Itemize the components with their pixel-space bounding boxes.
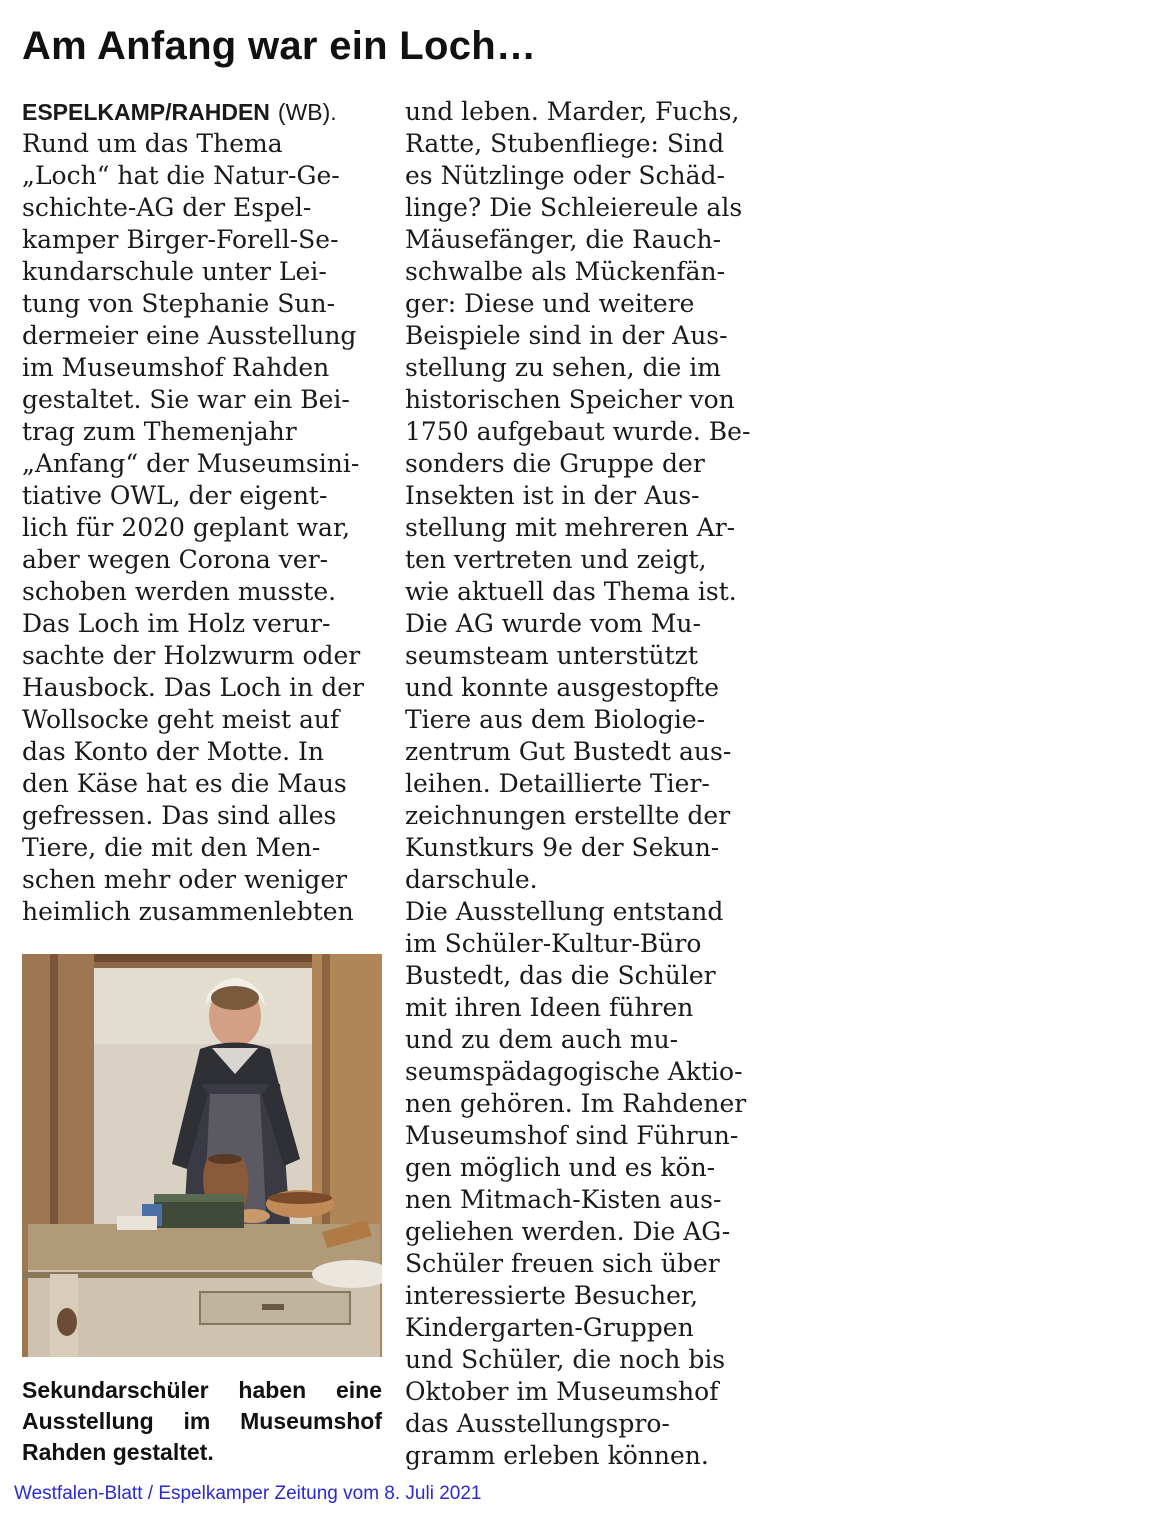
article-paragraph-5: Die Ausstellung entstand im Schüler-Kultur-Büro Bustedt, das die Schüler mit ihren Ideen führen und zu dem auch mu- seumspädagogische Aktio- nen gehören. Im Rahdener Museumshof sind Führun- gen möglich und es kön- nen Mitmach-Kisten aus- geliehen werden. Die AG- Schüler freuen sich über interessierte Besucher, Kindergarten-Gruppen und Schüler, die noch bis Oktober im Museumshof das Ausstellungspro- gramm erleben können. xyxy=(405,897,747,1470)
article-agency: (WB). xyxy=(277,99,337,125)
article-paragraph-3: und leben. Marder, Fuchs, Ratte, Stubenfliege: Sind es Nützlinge oder Schäd- linge? Die Schleiereule als Mäusefänger, die Rauch- schwalbe als Mückenfän- ger: Diese und weitere Beispiele sind in der Aus- stellung zu sehen, die im historischen Speicher von 1750 aufgebaut wurde. Be- sonders die Gruppe der Insekten ist in der Aus- stellung mit mehreren Ar- ten vertreten und zeigt, wie aktuell das Thema ist. xyxy=(405,97,751,606)
article-paragraph-4: Die AG wurde vom Mu- seumsteam unterstützt und konnte ausgestopfte Tiere aus dem Biologie- zentrum Gut Bustedt aus- leihen. Detaillierte Tier- zeichnungen erstellte der Kunstkurs 9e der Sekun- darschule. xyxy=(405,609,732,894)
article-paragraph-2: Das Loch im Holz verur- sachte der Holzwurm oder Hausbock. Das Loch in der Wollsocke geht meist auf das Konto der Motte. In den Käse hat es die Maus gefressen. Das sind alles Tiere, die mit den Men- schen mehr oder weniger heimlich zusammenlebten xyxy=(22,609,364,926)
source-line: Westfalen-Blatt / Espelkamper Zeitung vom 8. Juli 2021 xyxy=(14,1483,482,1504)
article-column-2 xyxy=(405,96,765,1472)
photo-caption: Sekundarschüler haben eine Ausstellung im Museumshof Rahden gestaltet. xyxy=(22,1377,382,1465)
article-photo xyxy=(22,954,382,1357)
article-column-1 xyxy=(22,96,387,928)
article-paragraph-1-text: Rund um das Thema „Loch“ hat die Natur-Ge- schichte-AG der Espel- kamper Birger-Forell-Se- kundarschule unter Lei- tung von Stephanie Sun- dermeier eine Ausstellung im Museumshof Rahden gestaltet. Sie war ein Bei- trag zum Themenjahr „Anfang“ der Museumsini- tiative OWL, der eigent- lich für 2020 geplant war, aber wegen Corona ver- schoben werden musste. xyxy=(22,129,360,606)
article-headline: Am Anfang war ein Loch… xyxy=(22,24,537,68)
article-paragraph-1 xyxy=(22,96,387,608)
article-dateline: ESPELKAMP/RAHDEN xyxy=(22,99,270,125)
